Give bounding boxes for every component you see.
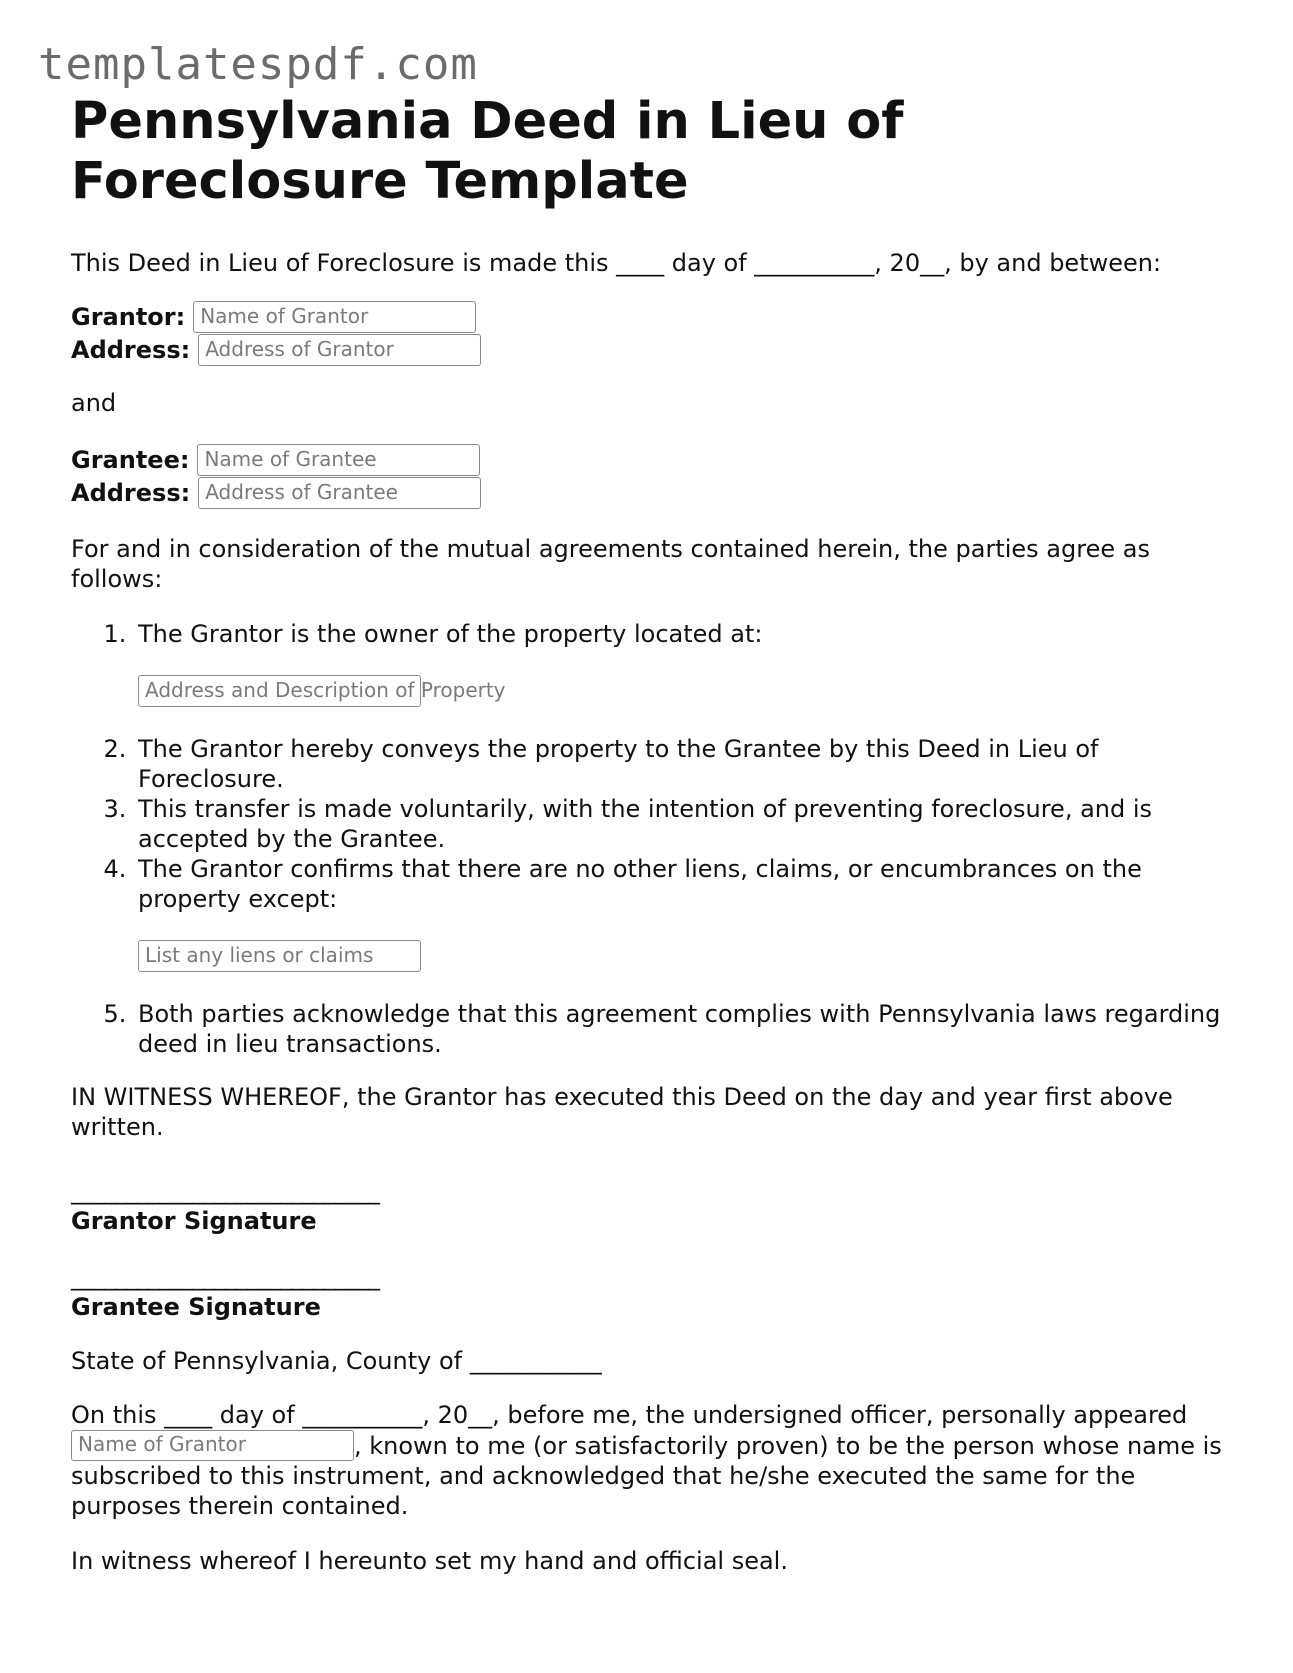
- property-description-input[interactable]: Address and Description of Property: [138, 675, 421, 707]
- liens-input[interactable]: List any liens or claims: [138, 940, 421, 972]
- grantor-address-row: [71, 333, 1231, 366]
- state-county-line: State of Pennsylvania, County of ___________: [71, 1347, 602, 1375]
- page-title: Pennsylvania Deed in Lieu of Foreclosure Template: [71, 92, 904, 211]
- list-item: 5. Both parties acknowledge that this agreement complies with Pennsylvania laws regarding deed in lieu transactions.: [134, 999, 1231, 1059]
- item-1-text: The Grantor is the owner of the property located at:: [138, 620, 763, 648]
- document-page: [71, 92, 1231, 1576]
- grantor-name-input[interactable]: Name of Grantor: [193, 301, 476, 333]
- consideration-paragraph: For and in consideration of the mutual agreements contained herein, the parties agree as follows:: [71, 535, 1150, 593]
- notary-grantor-input[interactable]: Name of Grantor: [71, 1430, 354, 1461]
- grantor-address-label: Address:: [71, 335, 191, 364]
- notary-after: , known to me (or satisfactorily proven) to be the person whose name is subscribed to this instrument, and acknowledged that he/she executed the same for the purposes therein contained.: [71, 1432, 1222, 1520]
- grantee-address-input[interactable]: Address of Grantee: [198, 477, 481, 509]
- grantee-block: [71, 443, 1231, 509]
- and-text: and: [71, 389, 117, 417]
- grantee-name-input[interactable]: Name of Grantee: [197, 444, 480, 476]
- terms-list: [71, 619, 1231, 1059]
- grantor-row: [71, 300, 1231, 333]
- item-4-text: The Grantor confirms that there are no other liens, claims, or encumbrances on the property except:: [138, 855, 1142, 913]
- watermark: templatespdf.com: [38, 39, 478, 90]
- grantor-signature-block: [71, 1176, 1231, 1236]
- grantee-label: Grantee:: [71, 445, 190, 474]
- grantor-signature-line[interactable]: ____________________________: [71, 1177, 379, 1205]
- grantor-address-input[interactable]: Address of Grantor: [198, 334, 481, 366]
- grantee-row: [71, 443, 1231, 476]
- grantor-signature-label: Grantor Signature: [71, 1207, 317, 1235]
- witness-paragraph: IN WITNESS WHEREOF, the Grantor has executed this Deed on the day and year first above written.: [71, 1083, 1173, 1141]
- list-item: [134, 619, 1231, 707]
- final-statement: In witness whereof I hereunto set my hand and official seal.: [71, 1547, 788, 1575]
- grantor-block: [71, 300, 1231, 366]
- notary-before: On this ____ day of __________, 20__, before me, the undersigned officer, personally appeared: [71, 1401, 1188, 1429]
- grantee-signature-label: Grantee Signature: [71, 1293, 321, 1321]
- grantor-label: Grantor:: [71, 302, 186, 331]
- grantee-signature-block: [71, 1262, 1231, 1322]
- grantee-signature-line[interactable]: ____________________________: [71, 1263, 379, 1291]
- intro-paragraph: This Deed in Lieu of Foreclosure is made this ____ day of __________, 20__, by and between:: [71, 249, 1162, 277]
- grantee-address-label: Address:: [71, 478, 191, 507]
- grantee-address-row: [71, 476, 1231, 509]
- list-item: [134, 854, 1231, 972]
- list-item: 3. This transfer is made voluntarily, with the intention of preventing foreclosure, and is accepted by the Grantee.: [134, 794, 1231, 854]
- notary-paragraph: [71, 1400, 1231, 1521]
- list-item: 2. The Grantor hereby conveys the property to the Grantee by this Deed in Lieu of Foreclosure.: [134, 734, 1231, 794]
